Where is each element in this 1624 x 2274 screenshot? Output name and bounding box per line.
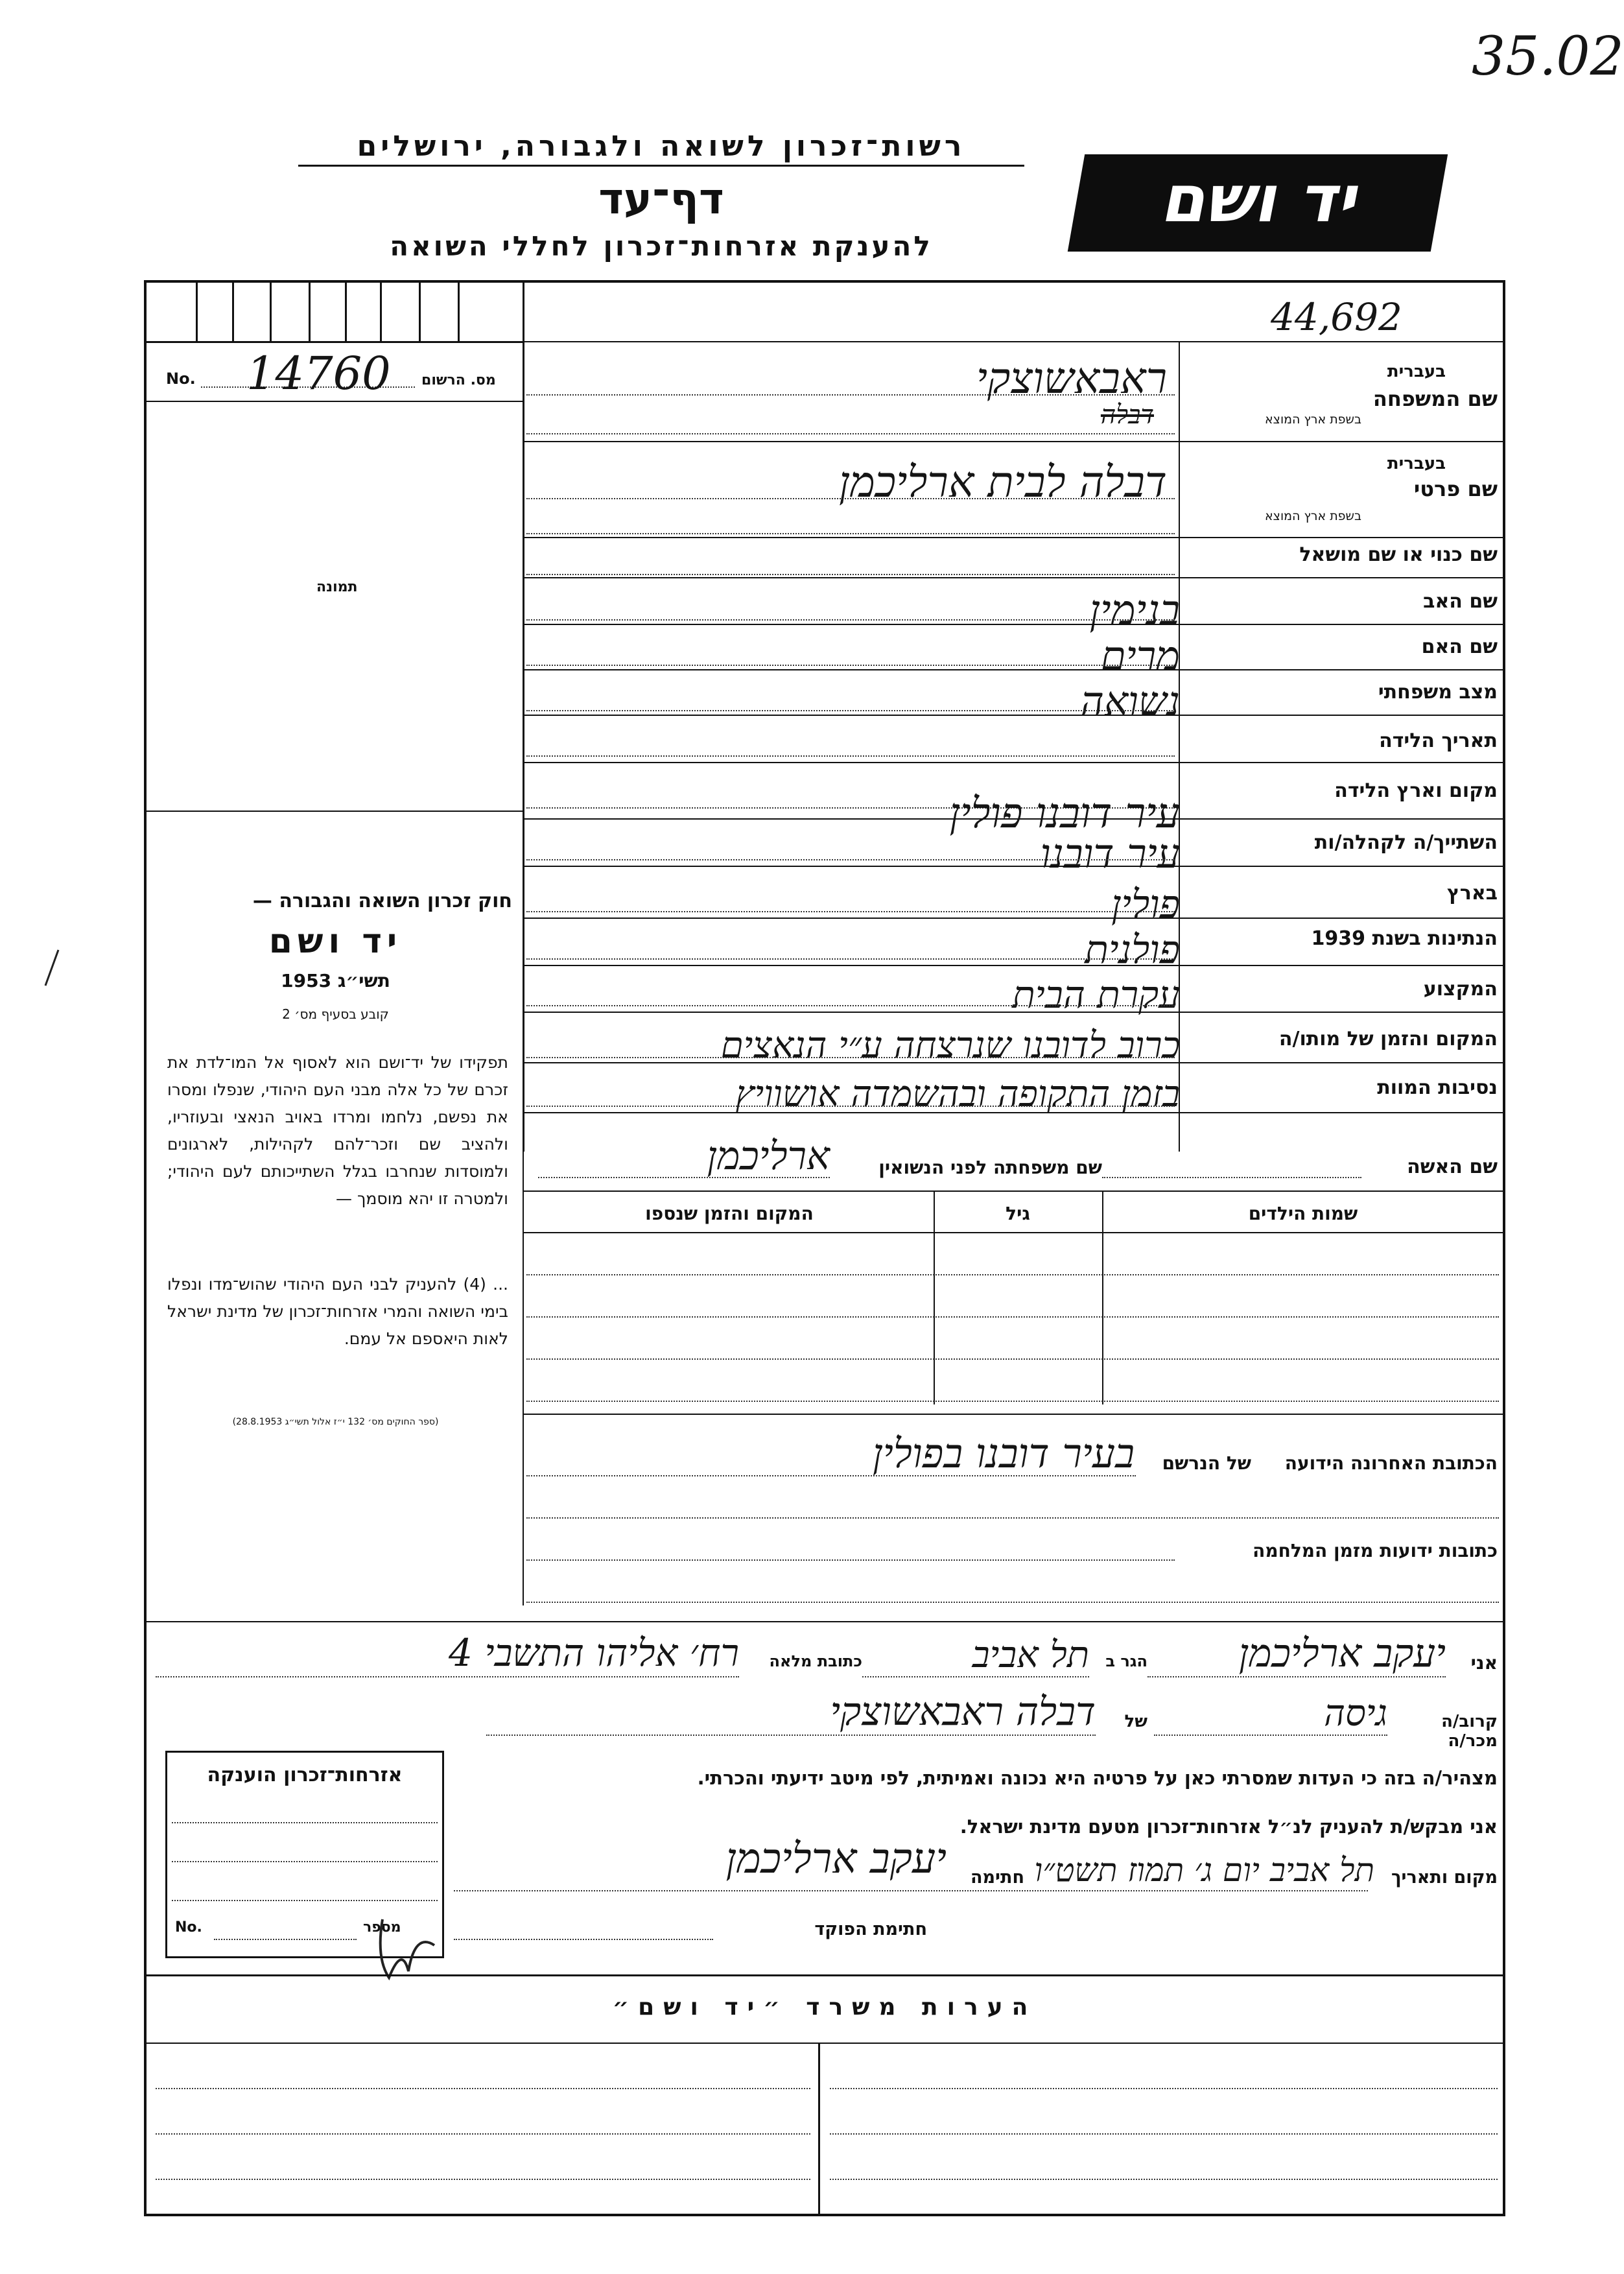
firstname-label: שם פרטי xyxy=(1413,477,1498,501)
children-header-age: גיל xyxy=(1006,1203,1030,1224)
father-label: שם האב xyxy=(1423,590,1498,613)
logo-text: יד ושם xyxy=(1160,161,1356,237)
declaration-statement-1: מצהיר/ה בזה כי העדות שמסרתי כאן על פרטיה היא נכונה ואמיתית, לפי מיטב ידיעתי והכרתי. xyxy=(697,1767,1498,1789)
reg-no-label-he: מס. הרשום xyxy=(421,372,496,388)
maiden-name-value: ארליכמן xyxy=(707,1133,830,1179)
birthplace-label: מקום וארץ הלידה xyxy=(1334,779,1498,802)
origin-lang-label-2: בשפת ארץ המוצא xyxy=(1264,509,1361,523)
nickname-label: שם כנוי או שם מושאל xyxy=(1299,543,1498,566)
registration-number: 14760 xyxy=(246,347,391,400)
page-subtitle: להענקת אזרחות־זכרון לחללי השואה xyxy=(390,230,933,262)
last-address-value: בעיר דובנו בפולין xyxy=(872,1430,1135,1477)
reg-no-label-en: No. xyxy=(166,370,196,388)
surname-hebrew: ראבאשוצקי xyxy=(976,353,1167,403)
award-no-label-he: מספר xyxy=(363,1919,401,1936)
last-address-label: הכתובת האחרונה הידועה xyxy=(1284,1452,1498,1474)
authority-title: רשות־זכרון לשואה ולגבורה, ירושלים xyxy=(357,130,966,163)
law-name: יד ושם xyxy=(268,922,403,961)
marital-label: מצב משפחתי xyxy=(1378,681,1498,704)
country-value: פולין xyxy=(1111,882,1180,927)
death-circumstances-label: נסיבות המוות xyxy=(1377,1076,1498,1099)
hebrew-label-1: בעברית xyxy=(1387,362,1446,381)
photo-label: תמונה xyxy=(316,579,358,595)
wife-label: שם האשה xyxy=(1407,1155,1498,1178)
officer-signature-label: חתימת הפוקד xyxy=(814,1919,927,1939)
profession-label: המקצוע xyxy=(1423,978,1498,1001)
firstname-hebrew: דבלה לבית ארליכמן xyxy=(838,457,1167,507)
last-address-of-label: של הנרשם xyxy=(1162,1452,1251,1474)
declarant-name: יעקב ארליכמן xyxy=(1238,1631,1446,1676)
death-circumstances-value: בזמן התקופה ובהשמדה אושוויץ xyxy=(735,1073,1180,1115)
office-notes-title: הערות משרד ״יד ושם״ xyxy=(612,1994,1037,2020)
code-boxes xyxy=(147,283,523,341)
profession-value: עקרת הבית xyxy=(1012,973,1180,1017)
of-value: דבלה ראבאשוצקי xyxy=(830,1689,1096,1735)
declaration-statement-2: אני מבקש/ת להעניק לנ״ל אזרחות־זכרון מטעם מדינת ישראל. xyxy=(959,1816,1498,1838)
law-paragraph-2: ... (4) להעניק לבני העם היהודי שהוש־מדו ונפלו בימי השואה והמרי אזרחות־זכרון של מדינת ישראל לאות היאספם אל עמם. xyxy=(167,1275,508,1348)
community-label: השתייך/ה לקהלה/ות xyxy=(1314,831,1498,854)
mother-name: מרים xyxy=(1100,632,1180,680)
law-section: קובע בסעיף מס׳ 2 xyxy=(282,1006,389,1022)
award-no-label-en: No. xyxy=(175,1919,202,1936)
law-year: תשי״ג 1953 xyxy=(281,970,390,991)
law-heading: חוק זכרון השואה והגבורה — xyxy=(252,890,512,912)
law-source: (ספר החוקים מס׳ 132 י״ז אלול תשי״ג 28.8.1953) xyxy=(232,1417,439,1427)
citizenship-value: פולנית xyxy=(1085,927,1180,973)
father-name: בנימין xyxy=(1089,587,1180,635)
place-date-value: תל אביב יום ג׳ תמוז תשט״ו xyxy=(1034,1851,1374,1889)
resides-value: תל אביב xyxy=(972,1634,1089,1676)
citizenship-label: הנתינות בשנת 1939 xyxy=(1311,927,1498,950)
surname-origin: דבלה xyxy=(1100,400,1154,430)
signature-label: חתימה xyxy=(970,1867,1024,1888)
full-address-value: רח׳ אליהו התשבי 4 xyxy=(449,1631,739,1675)
page-title: דף־עד xyxy=(598,174,724,224)
declarant-i-label: אני xyxy=(1470,1652,1498,1674)
award-box-title: אזרחות־זכרון הוענקה xyxy=(207,1764,403,1786)
of-label: של xyxy=(1124,1712,1147,1731)
case-number: 44,692 xyxy=(1271,295,1402,339)
country-label: בארץ xyxy=(1446,882,1498,905)
birthdate-label: תאריך הלידה xyxy=(1379,729,1498,752)
hebrew-label-2: בעברית xyxy=(1387,454,1446,473)
war-address-label: כתובות ידועות מזמן המלחמה xyxy=(1253,1540,1498,1561)
place-date-label: מקום ותאריך xyxy=(1391,1867,1498,1888)
relative-label: קרוב/ה מכר/ה xyxy=(1441,1712,1498,1751)
marital-status: נשואה xyxy=(1080,678,1180,725)
origin-lang-label-1: בשפת ארץ המוצא xyxy=(1264,412,1361,427)
death-place-label: המקום והזמן של מותו/ה xyxy=(1278,1028,1498,1050)
community-value: עיר דובנו xyxy=(1040,830,1180,877)
archive-number: 35.02 xyxy=(1472,26,1624,88)
full-address-label: כתובת מלאה xyxy=(769,1652,862,1670)
surname-label: שם המשפחה xyxy=(1372,386,1498,411)
relation-value: גיסה xyxy=(1324,1692,1387,1735)
resides-label: הגר ב xyxy=(1105,1652,1147,1670)
declarant-signature: יעקב ארליכמן xyxy=(725,1835,947,1883)
officer-scribble xyxy=(363,1906,441,1991)
margin-mark xyxy=(39,947,65,992)
children-header-names: שמות הילדים xyxy=(1248,1203,1358,1224)
maiden-name-label: שם משפחתה לפני הנשואין xyxy=(878,1157,1102,1178)
children-header-place: המקום והזמן שנספו xyxy=(645,1203,814,1224)
death-place-value: כרוב לדובנו שנרצחה ע״י הנאצים xyxy=(720,1024,1180,1067)
birthplace-value: עיר דובנו פולין xyxy=(949,790,1180,838)
mother-label: שם האם xyxy=(1421,635,1498,658)
law-paragraph-1: תפקידו של יד־ושם הוא לאסוף אל המו־לדת את זכרם של כל אלה מבני העם היהודי, שנפלו ומסרו את נפשם, נלחמו ומרדו באויב הנאצי ובעוזריו, ולהציב שם וזכר־להם לקהילות, לארגונים ולמוסדות שנחרבו בגלל השתייכותם לעם היהודי; ולמטרה זו יהא מוסמך — xyxy=(167,1053,508,1208)
